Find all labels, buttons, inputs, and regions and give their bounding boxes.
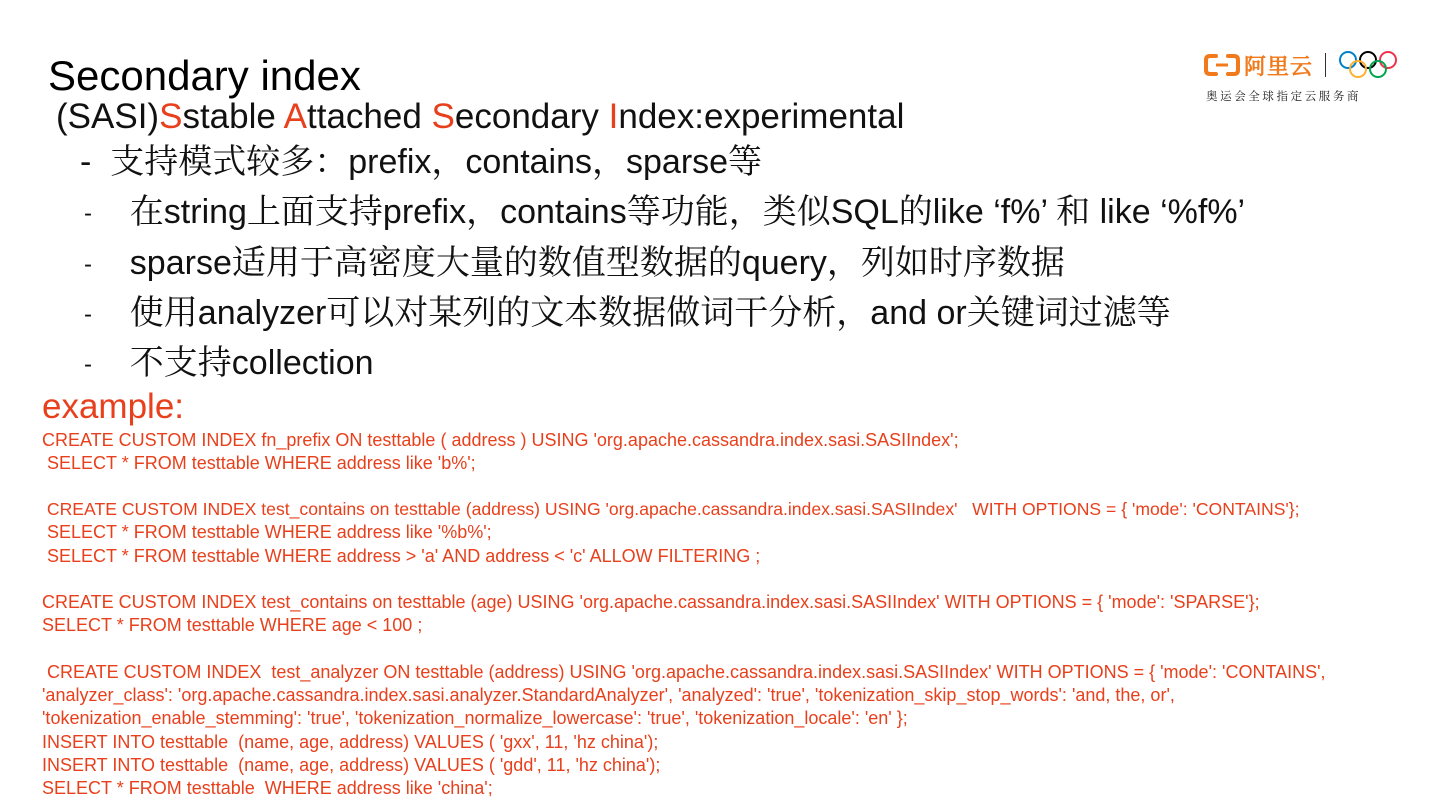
code-line: CREATE CUSTOM INDEX fn_prefix ON testtable ( address ) USING 'org.apache.cassandra.index.sasi.SASIIndex'; (42, 430, 959, 450)
subtitle-word-stable: stable (182, 97, 284, 136)
code-line: CREATE CUSTOM INDEX test_contains on testtable (address) USING 'org.apache.cassandra.index.sasi.SASIIndex' WITH OPTIONS = { 'mode': 'CONTAINS'}; (42, 499, 1300, 519)
bullet-item (80, 141, 762, 183)
code-line: 'tokenization_enable_stemming': 'true', 'tokenization_normalize_lowercase': 'true', 'tokenization_locale': 'en' }; (42, 708, 908, 728)
code-line: 'analyzer_class': 'org.apache.cassandra.index.sasi.analyzer.StandardAnalyzer', 'analyzed': 'true', 'tokenization_skip_stop_words': 'and, the, or', (42, 685, 1175, 705)
subtitle-prefix: (SASI) (56, 97, 160, 136)
code-line: CREATE CUSTOM INDEX test_analyzer ON testtable (address) USING 'org.apache.cassandra.index.sasi.SASIIndex' WITH OPTIONS = { 'mode': 'CONTAINS', (42, 662, 1326, 682)
subtitle-initial-s1: S (159, 97, 183, 136)
bullet-dash: - (84, 351, 92, 379)
bullet-item (84, 191, 1245, 235)
code-line: SELECT * FROM testtable WHERE address like '%b%'; (42, 522, 492, 542)
code-line: SELECT * FROM testtable WHERE address like 'b%'; (42, 453, 476, 473)
example-label: example: (42, 387, 185, 426)
code-line: CREATE CUSTOM INDEX test_contains on testtable (age) USING 'org.apache.cassandra.index.sasi.SASIIndex' WITH OPTIONS = { 'mode': 'SPARSE'}; (42, 592, 1260, 612)
bullet-text: 支持模式较多：prefix，contains，sparse等 (110, 143, 763, 181)
bullet-item (84, 342, 374, 386)
code-line: SELECT * FROM testtable WHERE address like 'china'; (42, 778, 493, 798)
code-line: INSERT INTO testtable (name, age, address) VALUES ( 'gdd', 11, 'hz china'); (42, 755, 661, 775)
logo-caption: 奥运会全球指定云服务商 (1206, 89, 1362, 103)
bullet-item (84, 242, 1065, 286)
bullet-text: 在string上面支持prefix，contains等功能，类似SQL的like ‘f%’ 和 like ‘%f%’ (129, 193, 1246, 231)
subtitle-initial-a: A (283, 97, 307, 136)
alibaba-cloud-mark-icon (1204, 53, 1240, 77)
subtitle-word-secondary: econdary (454, 97, 609, 136)
bullet-text: sparse适用于高密度大量的数值型数据的query，列如时序数据 (129, 244, 1065, 282)
logo-divider (1325, 53, 1326, 77)
code-line: INSERT INTO testtable (name, age, address) VALUES ( 'gxx', 11, 'hz china'); (42, 732, 659, 752)
subtitle-word-attached: ttached (307, 97, 432, 136)
sponsor-logo (1198, 48, 1398, 104)
bullet-item (84, 292, 1171, 336)
bullet-text: 使用analyzer可以对某列的文本数据做词干分析，and or关键词过滤等 (129, 294, 1171, 332)
code-line: SELECT * FROM testtable WHERE address > 'a' AND address < 'c' ALLOW FILTERING ; (42, 546, 761, 566)
code-line: SELECT * FROM testtable WHERE age < 100 ; (42, 615, 423, 635)
bullet-dash: - (84, 301, 92, 329)
bullet-text: 不支持collection (129, 344, 374, 382)
subtitle-word-index: ndex:experimental (618, 97, 905, 136)
bullet-dash: - (84, 251, 92, 279)
brand-name: 阿里云 (1244, 54, 1314, 80)
slide-subtitle (56, 96, 904, 138)
bullet-dash: - (80, 143, 92, 181)
slide-title: Secondary index (48, 52, 361, 99)
subtitle-initial-i: I (608, 97, 619, 136)
olympic-rings-icon (1338, 50, 1398, 80)
subtitle-initial-s2: S (431, 97, 455, 136)
bullet-dash: - (84, 200, 92, 228)
logo-top-row (1204, 48, 1398, 82)
